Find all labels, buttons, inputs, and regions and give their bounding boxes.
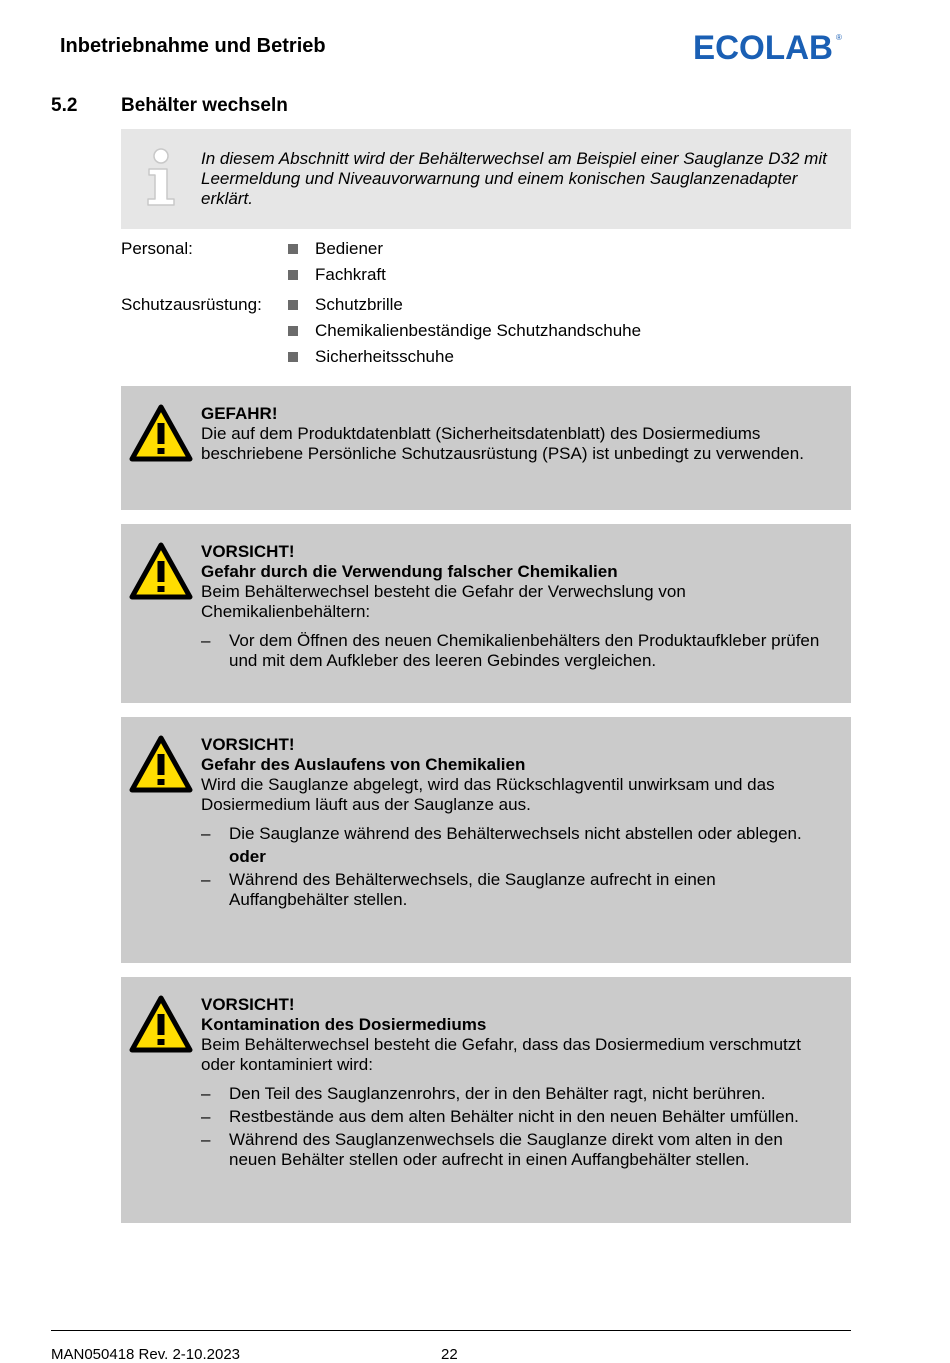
ecolab-logo	[693, 28, 843, 64]
bullet-marker	[288, 244, 298, 254]
footer-divider	[51, 1330, 851, 1331]
ppe-item: Schutzbrille	[315, 295, 403, 314]
warning-triangle-icon	[129, 404, 193, 462]
caution-box	[121, 977, 851, 1223]
action-text: Restbestände aus dem alten Behälter nicht in den neuen Behälter umfüllen.	[229, 1107, 799, 1126]
action-text: Während des Sauglanzenwechsels die Sauglanze direkt vom alten in den neuen Behälter stellen oder aufrecht in einen Auffangbehälter stellen.	[229, 1130, 783, 1169]
page-header-title: Inbetriebnahme und Betrieb	[60, 35, 326, 57]
signal-word: GEFAHR!	[201, 404, 278, 423]
warning-triangle-icon	[129, 542, 193, 600]
action-list	[201, 824, 831, 910]
list-item: – Vor dem Öffnen des neuen Chemikalienbehälters den Produktaufkleber prüfen und mit dem Aufkleber des leeren Gebindes vergleichen.	[201, 631, 820, 670]
section-number: 5.2	[51, 95, 78, 116]
warning-triangle-icon	[129, 995, 193, 1053]
list-item: – Die Sauglanze während des Behälterwechsels nicht abstellen oder ablegen.	[201, 824, 802, 843]
info-note	[121, 129, 851, 229]
list-item: – Restbestände aus dem alten Behälter nicht in den neuen Behälter umfüllen.	[201, 1107, 799, 1126]
action-text: Den Teil des Sauglanzenrohrs, der in den Behälter ragt, nicht berühren.	[229, 1084, 766, 1103]
warning-text: Wird die Sauglanze abgelegt, wird das Rückschlagventil unwirksam und das Dosiermedium läuft aus der Sauglanze aus.	[201, 775, 775, 814]
warning-subtitle: Kontamination des Dosiermediums	[201, 1015, 487, 1034]
svg-text:ECOLAB: ECOLAB	[693, 29, 833, 64]
caution-box	[121, 524, 851, 703]
signal-word: VORSICHT!	[201, 542, 295, 561]
action-list	[201, 631, 831, 671]
action-text: Die Sauglanze während des Behälterwechsels nicht abstellen oder ablegen.	[229, 824, 802, 843]
personal-item: Fachkraft	[315, 265, 386, 284]
signal-word: VORSICHT!	[201, 735, 295, 754]
personal-label: Personal:	[121, 239, 193, 258]
connector-word: oder	[229, 847, 266, 866]
list-item: – Den Teil des Sauglanzenrohrs, der in den Behälter ragt, nicht berühren.	[201, 1084, 766, 1103]
list-item: – Während des Sauglanzenwechsels die Sauglanze direkt vom alten in den neuen Behälter stellen oder aufrecht in einen Auffangbehälter stellen.	[201, 1130, 783, 1169]
svg-text:®: ®	[836, 33, 842, 42]
action-list	[201, 1084, 831, 1170]
ppe-item: Chemikalienbeständige Schutzhandschuhe	[315, 321, 642, 340]
ppe-label: Schutzausrüstung:	[121, 295, 262, 314]
danger-box	[121, 386, 851, 510]
section-title: Behälter wechseln	[121, 95, 288, 116]
warning-subtitle: Gefahr durch die Verwendung falscher Chemikalien	[201, 562, 618, 581]
list-item: – Während des Behälterwechsels, die Sauglanze aufrecht in einen Auffangbehälter stellen.	[201, 870, 716, 909]
bullet-marker	[288, 270, 298, 280]
warning-text: Beim Behälterwechsel besteht die Gefahr der Verwechslung von Chemikalienbehältern:	[201, 582, 686, 621]
ppe-item: Sicherheitsschuhe	[315, 347, 454, 366]
bullet-marker	[288, 300, 298, 310]
warning-text: Beim Behälterwechsel besteht die Gefahr, dass das Dosiermedium verschmutzt oder kontaminiert wird:	[201, 1035, 801, 1074]
page-number: 22	[441, 1346, 458, 1363]
personal-item: Bediener	[315, 239, 384, 258]
warning-triangle-icon	[129, 735, 193, 793]
info-text: In diesem Abschnitt wird der Behälterwechsel am Beispiel einer Sauglanze D32 mit Leermeldung und Niveauvorwarnung und einem konischen Sauglanzenadapter erklärt.	[201, 149, 827, 208]
warning-subtitle: Gefahr des Auslaufens von Chemikalien	[201, 755, 526, 774]
bullet-marker	[288, 352, 298, 362]
info-icon	[143, 147, 177, 207]
action-text: Vor dem Öffnen des neuen Chemikalienbehälters den Produktaufkleber prüfen und mit dem Aufkleber des leeren Gebindes vergleichen.	[229, 631, 820, 670]
caution-box	[121, 717, 851, 963]
footer-document-id: MAN050418 Rev. 2-10.2023	[51, 1346, 241, 1363]
signal-word: VORSICHT!	[201, 995, 295, 1014]
warning-text: Die auf dem Produktdatenblatt (Sicherheitsdatenblatt) des Dosiermediums beschriebene Persönliche Schutzausrüstung (PSA) ist unbedingt zu verwenden.	[201, 424, 804, 463]
action-text: Während des Behälterwechsels, die Sauglanze aufrecht in einen Auffangbehälter stellen.	[229, 870, 716, 909]
bullet-marker	[288, 326, 298, 336]
